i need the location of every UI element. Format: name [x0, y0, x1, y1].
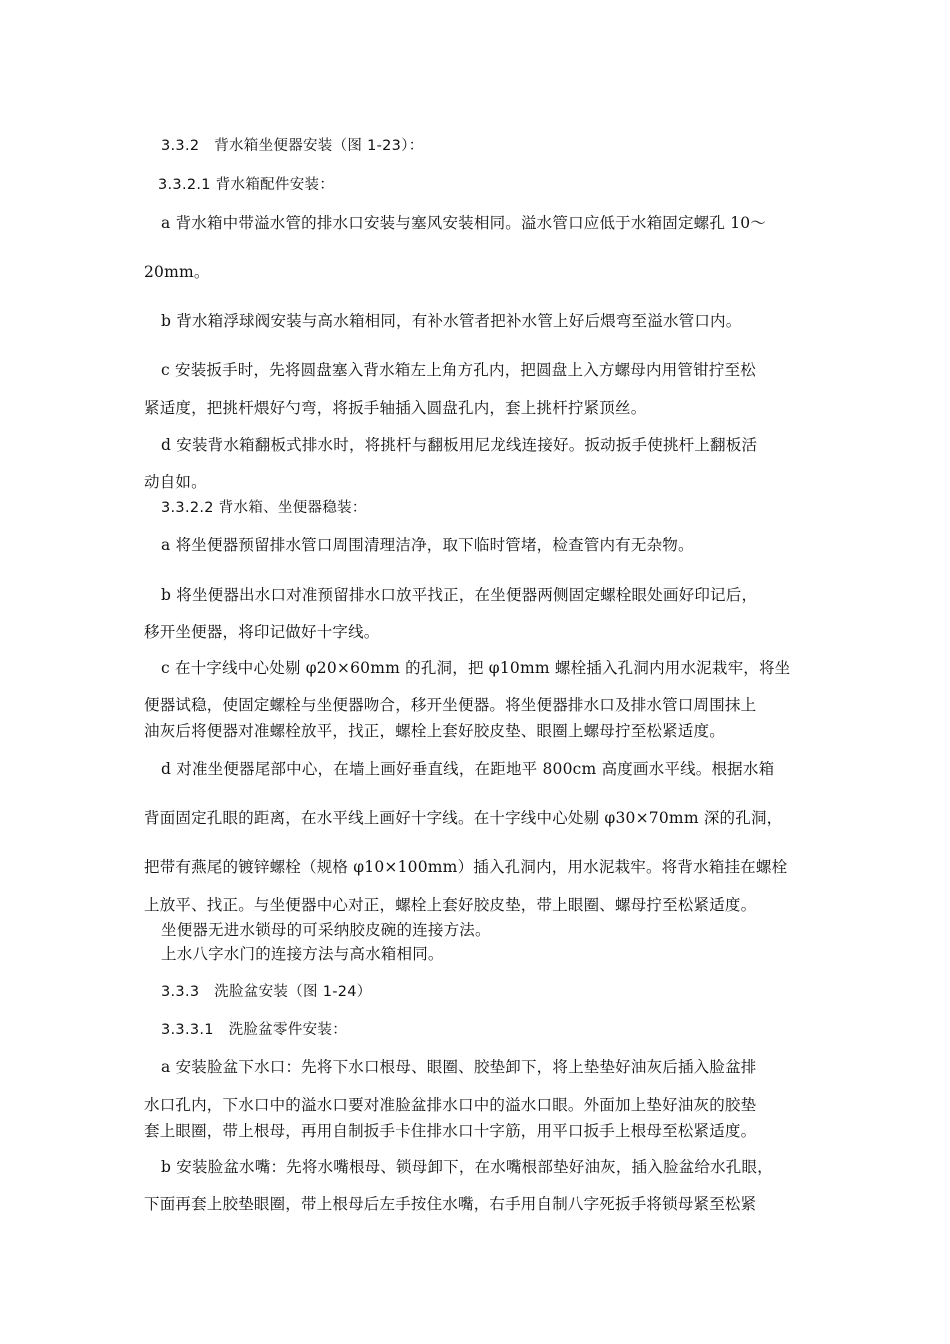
subsection-heading-3-3-2-1: 3.3.2.1 背水箱配件安装：: [158, 177, 335, 193]
paragraph-line: c 在十字线中心处剔 φ20×60mm 的孔洞，把 φ10mm 螺栓插入孔洞内用水泥栽牢，将坐: [161, 659, 791, 677]
paragraph-line: 背面固定孔眼的距离，在水平线上画好十字线。在十字线中心处剔 φ30×70mm 深的孔洞，: [144, 809, 783, 827]
paragraph-line: 20mm。: [144, 263, 210, 281]
paragraph-line: b 背水箱浮球阀安装与高水箱相同，有补水管者把补水管上好后煨弯至溢水管口内。: [161, 312, 742, 330]
paragraph-line: 下面再套上胶垫眼圈，带上根母后左手按住水嘴，右手用自制八字死扳手将锁母紧至松紧: [144, 1195, 757, 1213]
paragraph-line: 套上眼圈，带上根母，再用自制扳手卡住排水口十字筋，用平口扳手上根母至松紧适度。: [144, 1122, 757, 1140]
paragraph-line: a 背水箱中带溢水管的排水口安装与塞风安装相同。溢水管口应低于水箱固定螺孔 10～: [161, 214, 767, 232]
paragraph-line: 油灰后将便器对准螺栓放平，找正，螺栓上套好胶皮垫、眼圈上螺母拧至松紧适度。: [144, 722, 725, 740]
subsection-heading-3-3-2-2: 3.3.2.2 背水箱、坐便器稳装：: [161, 500, 367, 516]
paragraph-line: 动自如。: [144, 473, 207, 491]
subsection-heading-3-3-3-1: 3.3.3.1 洗脸盆零件安装：: [161, 1022, 348, 1038]
paragraph-line: d 安装背水箱翻板式排水时，将挑杆与翻板用尼龙线连接好。扳动扳手使挑杆上翻板活: [161, 436, 758, 454]
paragraph-line: c 安装扳手时，先将圆盘塞入背水箱左上角方孔内，把圆盘上入方螺母内用管钳拧至松: [161, 361, 756, 379]
section-heading-3-3-3: 3.3.3 洗脸盆安装（图 1-24）: [161, 984, 372, 1000]
paragraph-line: d 对准坐便器尾部中心，在墙上画好垂直线，在距地平 800cm 高度画水平线。根据水箱: [161, 760, 775, 778]
paragraph-line: 上水八字水门的连接方法与高水箱相同。: [161, 945, 444, 963]
paragraph-line: b 将坐便器出水口对准预留排水口放平找正，在坐便器两侧固定螺栓眼处画好印记后，: [161, 586, 758, 604]
paragraph-line: 移开坐便器，将印记做好十字线。: [144, 623, 380, 641]
paragraph-line: 水口孔内，下水口中的溢水口要对准脸盆排水口中的溢水口眼。外面加上垫好油灰的胶垫: [144, 1096, 757, 1114]
paragraph-line: 坐便器无进水锁母的可采纳胶皮碗的连接方法。: [161, 921, 491, 939]
paragraph-line: 紧适度，把挑杆煨好勺弯，将扳手轴插入圆盘孔内，套上挑杆拧紧顶丝。: [144, 399, 647, 417]
paragraph-line: a 将坐便器预留排水管口周围清理洁净，取下临时管堵，检查管内有无杂物。: [161, 536, 694, 554]
paragraph-line: a 安装脸盆下水口：先将下水口根母、眼圈、胶垫卸下，将上垫垫好油灰后插入脸盆排: [161, 1058, 757, 1076]
paragraph-line: b 安装脸盆水嘴：先将水嘴根母、锁母卸下，在水嘴根部垫好油灰，插入脸盆给水孔眼，: [161, 1158, 773, 1176]
paragraph-line: 上放平、找正。与坐便器中心对正，螺栓上套好胶皮垫，带上眼圈、螺母拧至松紧适度。: [144, 896, 757, 914]
paragraph-line: 便器试稳，使固定螺栓与坐便器吻合，移开坐便器。将坐便器排水口及排水管口周围抹上: [144, 696, 757, 714]
paragraph-line: 把带有燕尾的镀锌螺栓（规格 φ10×100mm）插入孔洞内，用水泥栽牢。将背水箱挂在螺栓: [144, 858, 788, 876]
section-heading-3-3-2: 3.3.2 背水箱坐便器安装（图 1-23）：: [161, 138, 424, 154]
